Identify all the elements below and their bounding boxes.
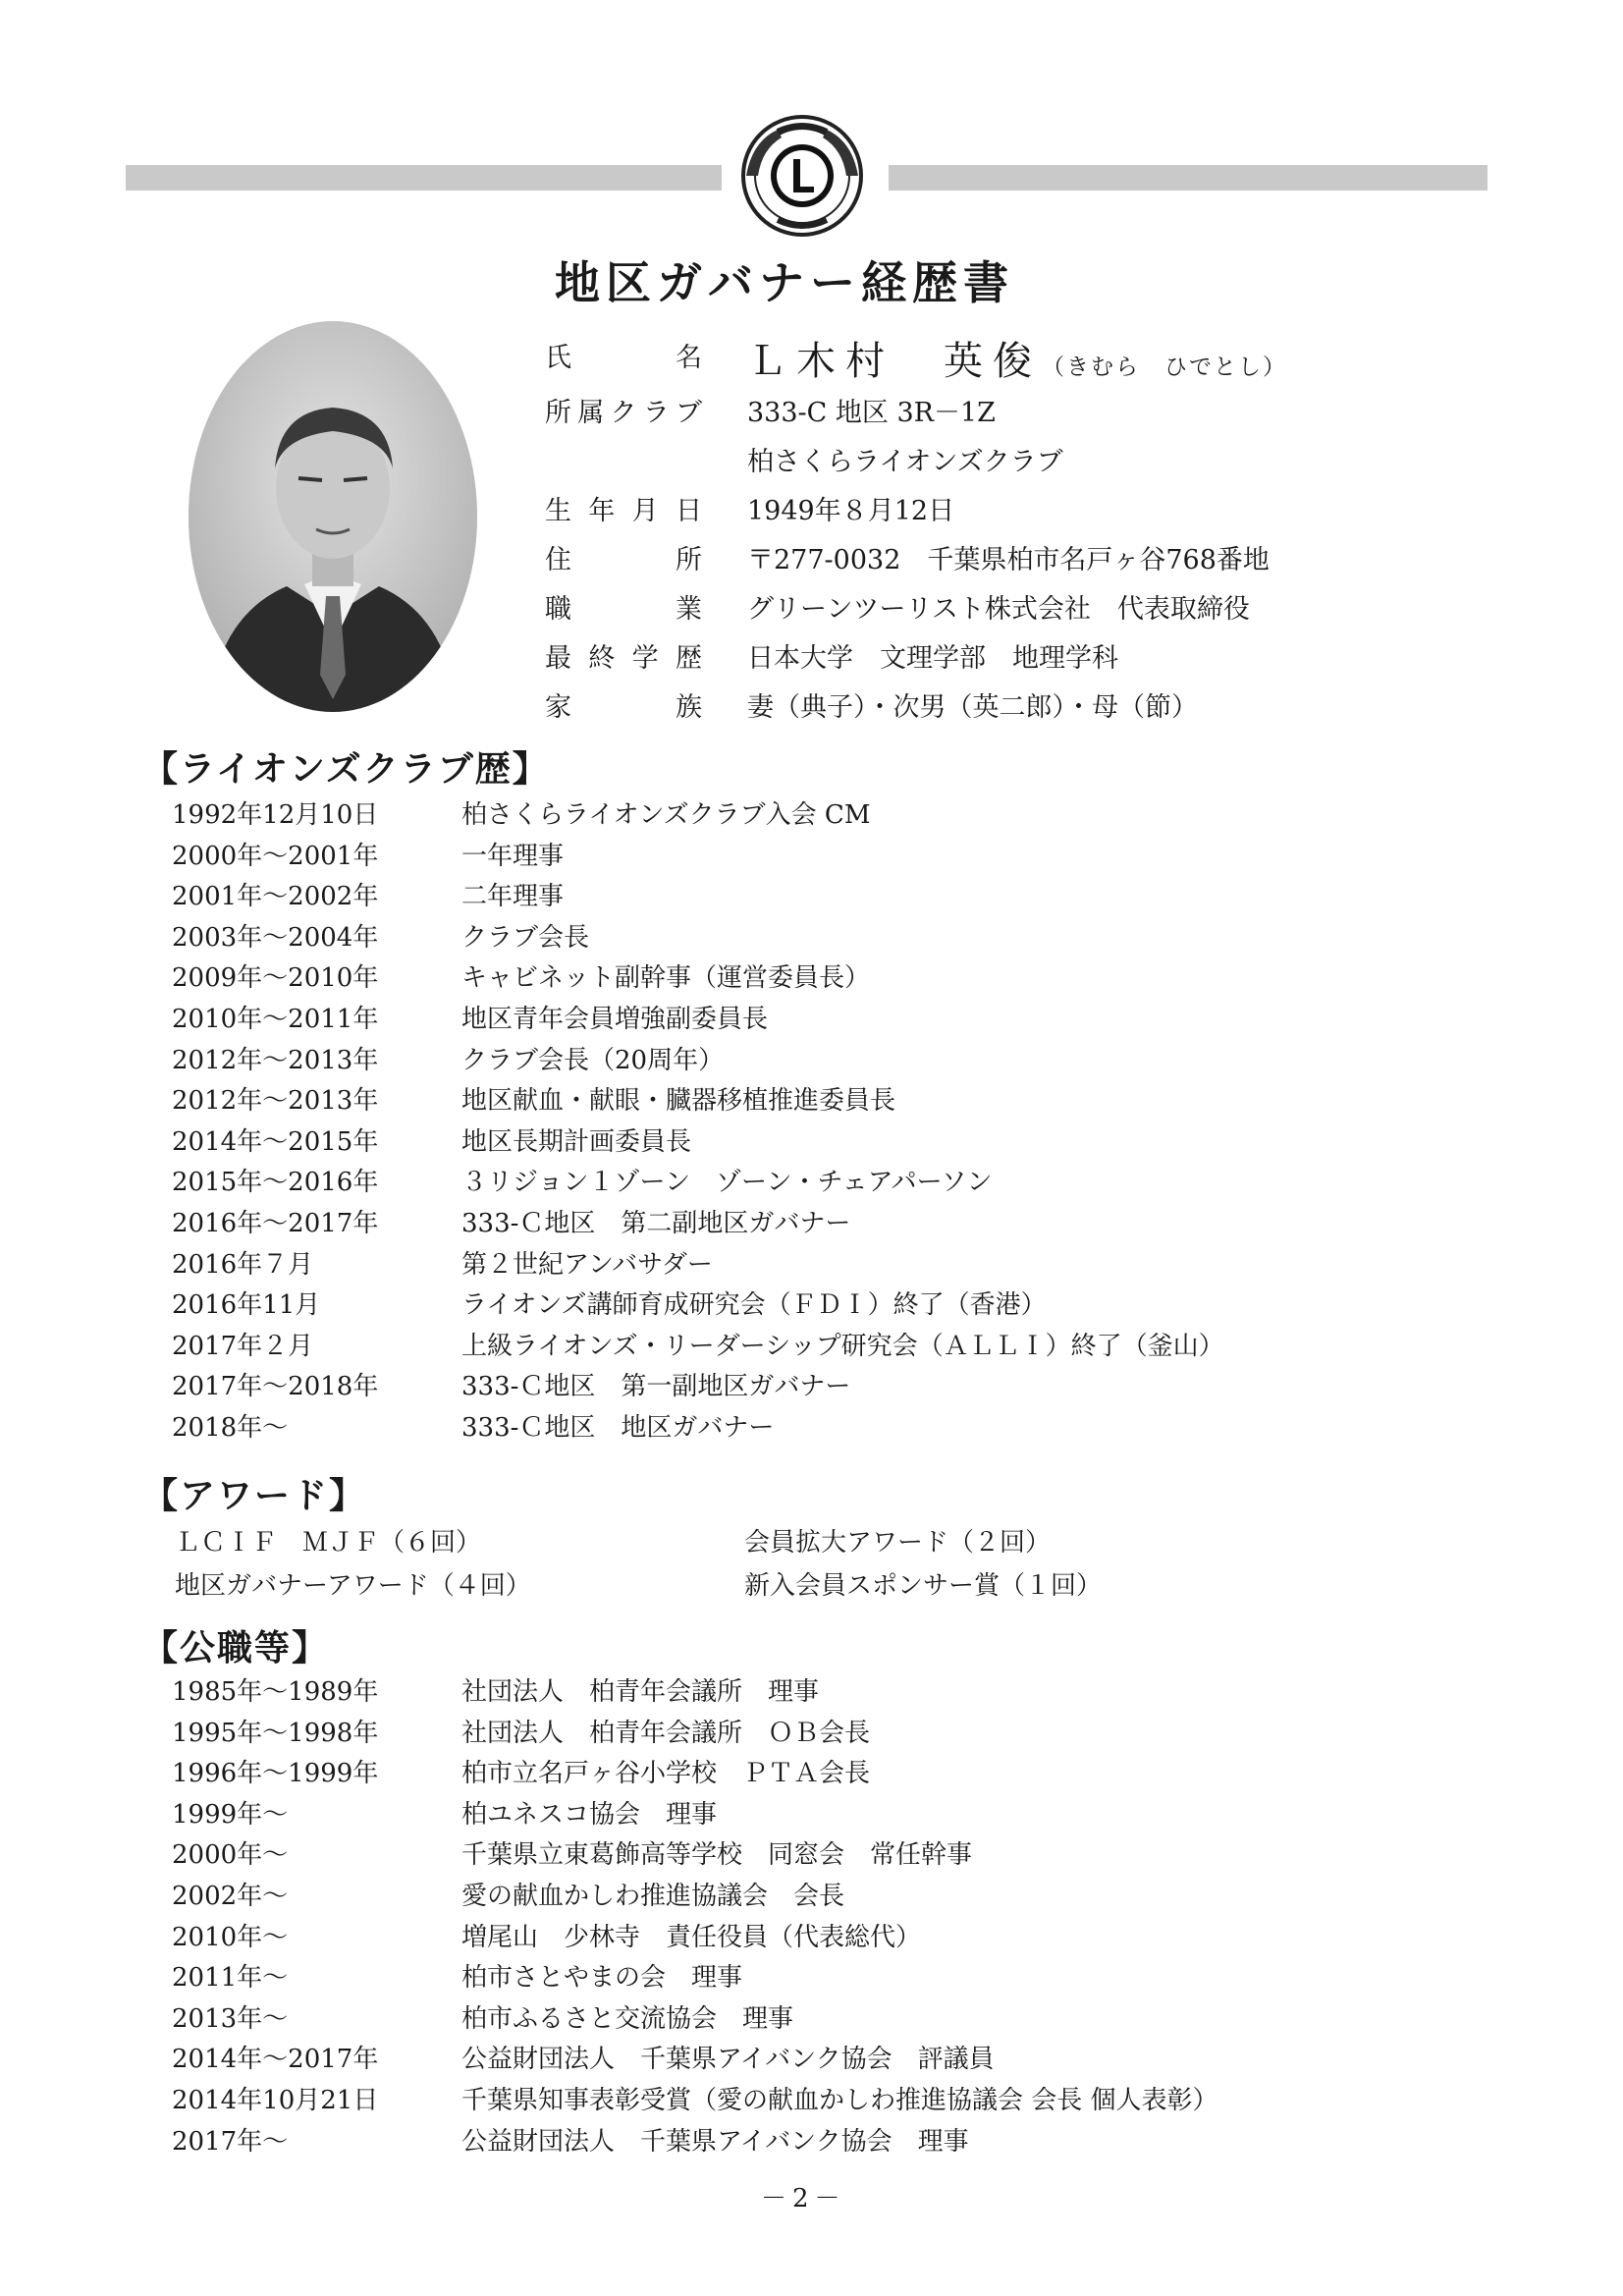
award-item: 新入会員スポンサー賞（１回） — [744, 1571, 1103, 1601]
award-item: 地区ガバナーアワード（４回） — [175, 1571, 531, 1601]
item-desc: 愛の献血かしわ推進協議会 会長 — [461, 1881, 845, 1911]
item-desc: 柏市立名戸ヶ谷小学校 ＰＴＡ会長 — [461, 1759, 871, 1789]
item-date: 2012年～2013年 — [172, 1045, 379, 1075]
list-item — [172, 2040, 1448, 2081]
item-desc: 公益財団法人 千葉県アイバンク協会 評議員 — [461, 2045, 995, 2075]
item-desc: 公益財団法人 千葉県アイバンク協会 理事 — [461, 2126, 969, 2157]
list-item — [172, 1795, 1448, 1836]
profile-row-family — [545, 683, 1429, 733]
item-date: 1992年12月10日 — [172, 800, 379, 830]
list-item — [172, 795, 1448, 837]
list-item — [172, 958, 1448, 1000]
item-desc: 地区長期計画委員長 — [461, 1126, 692, 1157]
item-desc: 社団法人 柏青年会議所 理事 — [461, 1677, 820, 1707]
profile-label: 住 所 — [545, 545, 702, 575]
list-item — [172, 1918, 1448, 1959]
item-desc: 地区青年会員増強副委員長 — [461, 1004, 769, 1034]
page-number: －2－ — [761, 2184, 846, 2214]
item-date: 2017年～2018年 — [172, 1372, 379, 1402]
profile-value: 333-C 地区 3R－1Z — [747, 398, 996, 428]
document-title: 地区ガバナー経歴書 — [555, 256, 1014, 309]
profile-value: 1949年８月12日 — [747, 496, 955, 526]
item-desc: ライオンズ講師育成研究会（ＦＤＩ）終了（香港） — [461, 1290, 1047, 1321]
item-date: 2016年７月 — [172, 1249, 314, 1280]
item-date: 1996年～1999年 — [172, 1759, 379, 1789]
profile-row-name — [545, 334, 1429, 389]
awards-list — [175, 1521, 1353, 1608]
profile-label: 最終学歴 — [545, 643, 702, 674]
item-date: 2002年～ — [172, 1881, 289, 1911]
profile-label: 所属クラブ — [545, 398, 702, 428]
item-desc: 333-Ｃ地区 地区ガバナー — [461, 1412, 775, 1443]
list-item — [172, 1000, 1448, 1041]
list-item — [172, 1285, 1448, 1327]
item-date: 1999年～ — [172, 1799, 289, 1830]
item-desc: クラブ会長 — [461, 922, 590, 953]
list-item — [172, 1835, 1448, 1877]
lions-emblem-icon — [738, 112, 866, 240]
list-item — [172, 1714, 1448, 1755]
profile-value: 日本大学 文理学部 地理学科 — [747, 643, 1118, 674]
award-item: 会員拡大アワード（２回） — [744, 1528, 1052, 1558]
profile-value: グリーンツーリスト株式会社 代表取締役 — [747, 594, 1250, 625]
list-item — [172, 1672, 1448, 1714]
profile-value — [747, 334, 1287, 395]
item-date: 2014年～2015年 — [172, 1126, 379, 1157]
list-item — [172, 1041, 1448, 1082]
item-desc: 柏市ふるさと交流協会 理事 — [461, 2003, 794, 2034]
profile-table — [545, 334, 1429, 733]
item-desc: 二年理事 — [461, 882, 565, 912]
item-date: 2018年～ — [172, 1412, 289, 1443]
item-desc: 千葉県立東葛飾高等学校 同窓会 常任幹事 — [461, 1840, 973, 1871]
item-date: 2013年～ — [172, 2003, 289, 2034]
item-desc: 一年理事 — [461, 841, 565, 871]
list-item — [172, 918, 1448, 959]
list-item — [172, 1958, 1448, 1999]
item-date: 2016年11月 — [172, 1290, 321, 1321]
list-item — [172, 1204, 1448, 1245]
list-item — [172, 837, 1448, 878]
profile-row-education — [545, 634, 1429, 683]
item-desc: 増尾山 少林寺 責任役員（代表総代） — [461, 1922, 922, 1952]
item-desc: 第２世紀アンバサダー — [461, 1249, 713, 1280]
item-desc: 柏ユネスコ協会 理事 — [461, 1799, 718, 1830]
profile-label: 職 業 — [545, 594, 702, 625]
item-desc: キャビネット副幹事（運営委員長） — [461, 963, 871, 994]
profile-row-birthdate — [545, 487, 1429, 536]
item-date: 2010年～ — [172, 1922, 289, 1952]
list-item — [172, 2081, 1448, 2122]
item-date: 2000年～2001年 — [172, 841, 379, 871]
item-date: 1985年～1989年 — [172, 1677, 379, 1707]
item-desc: 上級ライオンズ・リーダーシップ研究会（ＡＬＬＩ）終了（釜山） — [461, 1331, 1224, 1361]
item-date: 2015年～2016年 — [172, 1168, 379, 1198]
profile-value: 柏さくらライオンズクラブ — [747, 447, 1063, 477]
header-rule-right — [889, 165, 1488, 191]
profile-row-club-name — [545, 438, 1429, 487]
award-row — [175, 1564, 1353, 1608]
item-date: 2003年～2004年 — [172, 922, 379, 953]
governor-name-kana: （きむら ひでとし） — [1042, 355, 1287, 380]
list-item — [172, 1408, 1448, 1449]
item-date: 2010年～2011年 — [172, 1004, 379, 1034]
item-date: 2012年～2013年 — [172, 1086, 379, 1117]
list-item — [172, 1999, 1448, 2041]
item-desc: 地区献血・献眼・臓器移植推進委員長 — [461, 1086, 896, 1117]
award-row — [175, 1521, 1353, 1564]
profile-row-occupation — [545, 585, 1429, 634]
public-positions-list — [172, 1672, 1448, 2162]
awards-heading: 【アワード】 — [142, 1476, 367, 1516]
list-item — [172, 1163, 1448, 1204]
public-positions-heading: 【公職等】 — [142, 1628, 330, 1668]
portrait-photo — [189, 321, 477, 712]
header-rule-left — [126, 165, 722, 191]
item-date: 2017年～ — [172, 2126, 289, 2157]
profile-value: 妻（典子）・次男（英二郎）・母（節） — [747, 692, 1198, 723]
item-date: 2014年～2017年 — [172, 2045, 379, 2075]
item-desc: 333-Ｃ地区 第二副地区ガバナー — [461, 1208, 851, 1238]
item-desc: 柏市さとやまの会 理事 — [461, 1963, 743, 1994]
item-desc: 333-Ｃ地区 第一副地区ガバナー — [461, 1372, 851, 1402]
list-item — [172, 1367, 1448, 1408]
item-date: 2017年２月 — [172, 1331, 314, 1361]
item-date: 2001年～2002年 — [172, 882, 379, 912]
governor-name: Ｌ木村 英俊 — [747, 339, 1042, 384]
item-date: 2011年～ — [172, 1963, 289, 1994]
list-item — [172, 1122, 1448, 1164]
list-item — [172, 1327, 1448, 1368]
profile-label: 氏 名 — [545, 343, 702, 373]
profile-row-club — [545, 389, 1429, 438]
list-item — [172, 1754, 1448, 1795]
item-desc: 千葉県知事表彰受賞（愛の献血かしわ推進協議会 会長 個人表彰） — [461, 2085, 1218, 2115]
list-item — [172, 1877, 1448, 1918]
item-desc: 柏さくらライオンズクラブ入会 CM — [461, 800, 871, 830]
item-desc: クラブ会長（20周年） — [461, 1045, 725, 1075]
profile-value: 〒277-0032 千葉県柏市名戸ヶ谷768番地 — [747, 545, 1270, 575]
profile-label: 生年月日 — [545, 496, 702, 526]
profile-label: 家 族 — [545, 692, 702, 723]
award-item: ＬＣＩＦ ＭＪＦ（６回） — [175, 1528, 482, 1558]
list-item — [172, 2122, 1448, 2163]
item-date: 2014年10月21日 — [172, 2085, 379, 2115]
item-date: 2009年～2010年 — [172, 963, 379, 994]
lions-history-heading: 【ライオンズクラブ歴】 — [142, 749, 550, 790]
list-item — [172, 1081, 1448, 1122]
profile-row-address — [545, 536, 1429, 585]
list-item — [172, 877, 1448, 918]
item-desc: ３リジョン１ゾーン ゾーン・チェアパーソン — [461, 1168, 993, 1198]
lions-history-list — [172, 795, 1448, 1449]
item-desc: 社団法人 柏青年会議所 ＯＢ会長 — [461, 1718, 871, 1748]
item-date: 1995年～1998年 — [172, 1718, 379, 1748]
list-item — [172, 1245, 1448, 1286]
item-date: 2016年～2017年 — [172, 1208, 379, 1238]
item-date: 2000年～ — [172, 1840, 289, 1871]
